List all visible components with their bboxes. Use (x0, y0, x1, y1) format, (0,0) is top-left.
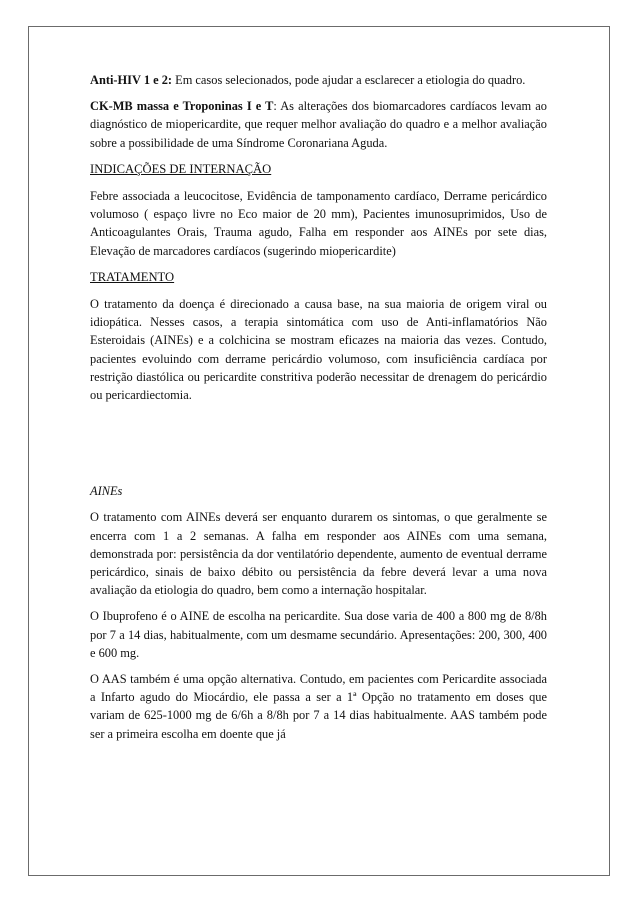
paragraph-anti-hiv (90, 71, 547, 89)
paragraph-indicacoes: Febre associada a leucocitose, Evidência de tamponamento cardíaco, Derrame pericárdico volumoso ( espaço livre no Eco maior de 20 mm), Pacientes imunosuprimidos, Uso de Anticoagulantes Orais, Trauma agudo, Falha em responder aos AINEs por sete dias, Elevação de marcadores cardíacos (sugerindo miopericardite) (90, 189, 547, 258)
text-ck-mb: : As alterações dos biomarcadores cardíacos levam ao diagnóstico de miopericardite, que requer melhor avaliação do quadro e a melhor avaliação sobre a possibilidade de uma Síndrome Coronariana Aguda. (90, 99, 547, 150)
term-anti-hiv: Anti-HIV 1 e 2: (90, 73, 173, 87)
paragraph-tratamento: O tratamento da doença é direcionado a causa base, na sua maioria de origem viral ou idiopática. Nesses casos, a terapia sintomática com uso de Anti-inflamatórios Não Esteroidais (AINEs) e a colchicina se mostram eficazes na maioria das vezes. Contudo, pacientes evoluindo com derrame pericárdio volumoso, com insuficiência cardíaca por restrição diastólica ou pericardite constritiva poderão necessitar de drenagem do pericárdio ou pericardiectomia. (90, 297, 547, 403)
paragraph-aas: O AAS também é uma opção alternativa. Contudo, em pacientes com Pericardite associada a Infarto agudo do Miocárdio, ele passa a ser a 1ª Opção no tratamento em doses que variam de 625-1000 mg de 6/6h a 8/8h por 7 a 14 dias habitualmente. AAS também pode ser a primeira escolha em doente que já (90, 672, 547, 741)
heading-tratamento: TRATAMENTO (90, 269, 175, 284)
heading-indicacoes-internacao: INDICAÇÕES DE INTERNAÇÃO (90, 161, 272, 176)
paragraph-ck-mb (90, 97, 547, 152)
heading-aines: AINEs (90, 484, 123, 499)
term-ck-mb: CK-MB massa e Troponinas I e T (90, 99, 274, 114)
document-body (90, 71, 547, 751)
text-anti-hiv: Em casos selecionados, pode ajudar a esclarecer a etiologia do quadro. (172, 73, 526, 87)
paragraph-ibuprofeno: O Ibuprofeno é o AINE de escolha na pericardite. Sua dose varia de 400 a 800 mg de 8/8h por 7 a 14 dias, habitualmente, com um desmame secundário. Apresentações: 200, 300, 400 e 600 mg. (90, 609, 547, 660)
paragraph-aines-duracao: O tratamento com AINEs deverá ser enquanto durarem os sintomas, o que geralmente se encerra com 1 a 2 semanas. A falha em responder aos AINEs com uma semana, demonstrada por: persistência da dor ventilatório dependente, aumento de eventual derrame pericárdico, sinais de baixo débito ou persistência da febre deverá levar a uma nova avaliação da etiologia do quadro, bem como a internação hospitalar. (90, 510, 547, 598)
section-spacer (90, 412, 547, 482)
